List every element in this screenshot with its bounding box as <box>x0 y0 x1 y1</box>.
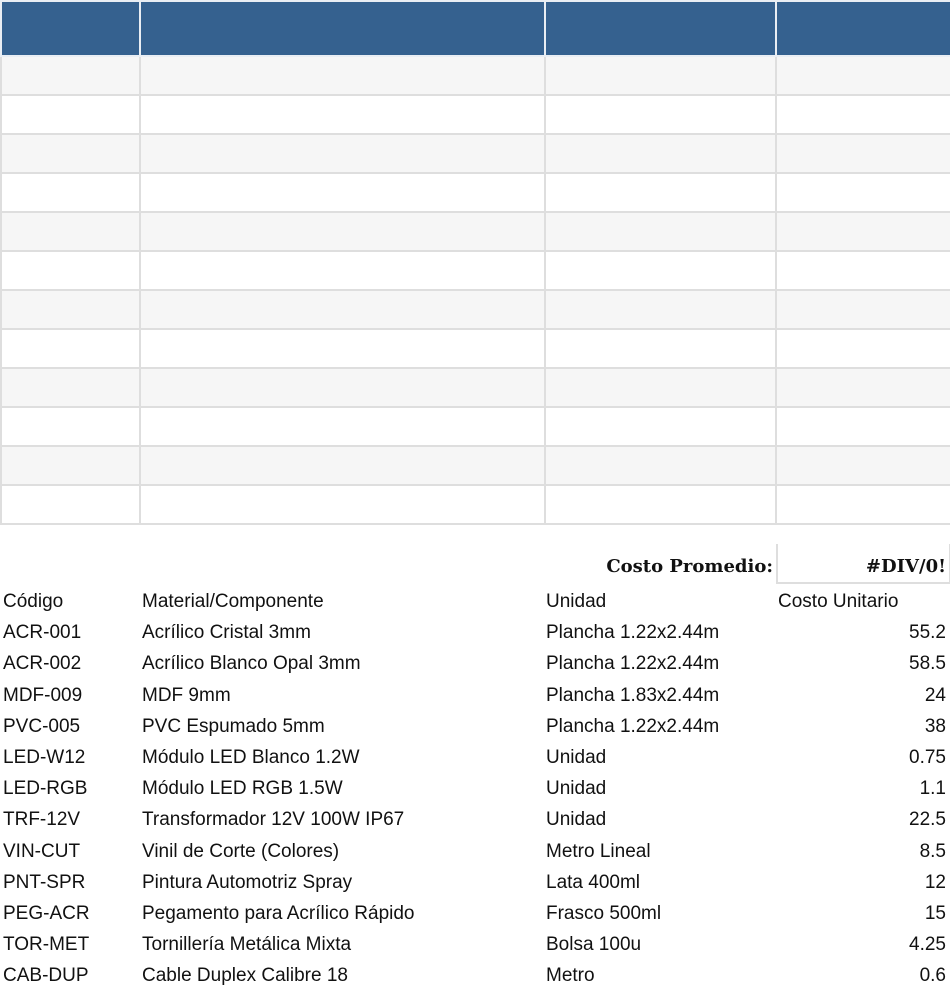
header-material[interactable]: Material/Componente <box>142 591 324 612</box>
table-row <box>1 446 950 485</box>
cell[interactable] <box>545 368 776 407</box>
cell[interactable] <box>1 56 140 95</box>
cell[interactable] <box>140 95 545 134</box>
material-name[interactable]: MDF 9mm <box>142 684 231 706</box>
cell[interactable] <box>776 95 950 134</box>
cell[interactable] <box>1 290 140 329</box>
material-name[interactable]: Módulo LED RGB 1.5W <box>142 778 343 800</box>
cell[interactable] <box>545 407 776 446</box>
cell[interactable] <box>776 134 950 173</box>
cell[interactable] <box>1 446 140 485</box>
material-code[interactable]: TOR-MET <box>3 934 90 956</box>
material-unit[interactable]: Plancha 1.83x2.44m <box>546 684 720 706</box>
material-name[interactable]: Tornillería Metálica Mixta <box>142 934 352 956</box>
cell[interactable] <box>1 329 140 368</box>
material-code[interactable]: PEG-ACR <box>3 902 90 924</box>
header-code[interactable]: Código <box>3 591 64 612</box>
material-code[interactable]: CAB-DUP <box>3 965 89 987</box>
cell[interactable] <box>1 212 140 251</box>
material-row <box>0 773 950 804</box>
material-name[interactable]: Pintura Automotriz Spray <box>142 871 353 893</box>
header-cell[interactable] <box>776 1 950 56</box>
table-row <box>1 95 950 134</box>
materials-header-row <box>0 586 950 617</box>
material-code[interactable]: LED-RGB <box>3 778 88 800</box>
material-row <box>0 929 950 960</box>
table-row <box>1 368 950 407</box>
table-row <box>1 173 950 212</box>
header-unit[interactable]: Unidad <box>546 591 607 612</box>
material-cost[interactable]: 0.6 <box>919 965 946 987</box>
material-cost[interactable]: 1.1 <box>919 778 946 800</box>
material-code[interactable]: VIN-CUT <box>3 840 81 862</box>
material-row <box>0 867 950 898</box>
cell[interactable] <box>776 56 950 95</box>
material-name[interactable]: Vinil de Corte (Colores) <box>142 840 340 862</box>
table-row <box>1 329 950 368</box>
cell[interactable] <box>140 56 545 95</box>
material-row <box>0 960 950 991</box>
cell[interactable] <box>776 212 950 251</box>
cell[interactable] <box>545 446 776 485</box>
cell[interactable] <box>776 251 950 290</box>
material-code[interactable]: PVC-005 <box>3 715 81 737</box>
material-unit[interactable]: Bolsa 100u <box>546 934 642 956</box>
material-unit[interactable]: Metro Lineal <box>546 840 651 862</box>
cell[interactable] <box>140 251 545 290</box>
material-unit[interactable]: Unidad <box>546 809 607 831</box>
material-name[interactable]: Transformador 12V 100W IP67 <box>142 809 405 831</box>
cell[interactable] <box>776 407 950 446</box>
material-row <box>0 742 950 773</box>
cell[interactable] <box>545 212 776 251</box>
cell[interactable] <box>140 329 545 368</box>
header-cost[interactable]: Costo Unitario <box>778 591 899 612</box>
cell[interactable] <box>140 173 545 212</box>
cell[interactable] <box>545 251 776 290</box>
materials-list <box>0 586 950 991</box>
material-name[interactable]: Pegamento para Acrílico Rápido <box>142 902 415 924</box>
cell[interactable] <box>1 485 140 524</box>
cell[interactable] <box>140 212 545 251</box>
cell[interactable] <box>776 368 950 407</box>
cell[interactable] <box>545 95 776 134</box>
average-cost-row <box>0 545 950 585</box>
cell[interactable] <box>1 134 140 173</box>
cell[interactable] <box>776 290 950 329</box>
material-cost[interactable]: 0.75 <box>909 746 946 768</box>
table-row <box>1 134 950 173</box>
cell[interactable] <box>1 251 140 290</box>
header-cell[interactable] <box>545 1 776 56</box>
material-unit[interactable]: Metro <box>546 965 595 987</box>
cell[interactable] <box>776 485 950 524</box>
material-cost[interactable]: 55.2 <box>909 622 946 644</box>
material-unit[interactable]: Frasco 500ml <box>546 902 662 924</box>
table-row <box>1 485 950 524</box>
material-unit[interactable]: Unidad <box>546 746 607 768</box>
cell[interactable] <box>140 290 545 329</box>
material-code[interactable]: ACR-002 <box>3 653 82 675</box>
material-row <box>0 836 950 867</box>
cell[interactable] <box>1 368 140 407</box>
cell[interactable] <box>545 485 776 524</box>
table-header-row <box>1 1 950 56</box>
material-cost[interactable]: 15 <box>924 902 946 924</box>
material-unit[interactable]: Unidad <box>546 778 607 800</box>
cell[interactable] <box>545 134 776 173</box>
material-name[interactable]: Módulo LED Blanco 1.2W <box>142 746 360 768</box>
table-row <box>1 251 950 290</box>
material-unit[interactable]: Plancha 1.22x2.44m <box>546 715 720 737</box>
material-name[interactable]: PVC Espumado 5mm <box>142 715 325 737</box>
cell[interactable] <box>140 368 545 407</box>
cell[interactable] <box>140 134 545 173</box>
material-code[interactable]: LED-W12 <box>3 746 86 768</box>
material-row <box>0 804 950 835</box>
material-name[interactable]: Cable Duplex Calibre 18 <box>142 965 348 987</box>
material-unit[interactable]: Plancha 1.22x2.44m <box>546 622 720 644</box>
material-cost[interactable]: 12 <box>924 871 946 893</box>
average-cost-value: #DIV/0! <box>865 556 946 577</box>
cell[interactable] <box>140 407 545 446</box>
material-row <box>0 898 950 929</box>
material-cost[interactable]: 22.5 <box>909 809 946 831</box>
cell[interactable] <box>545 173 776 212</box>
material-cost[interactable]: 24 <box>924 684 946 706</box>
cell[interactable] <box>545 56 776 95</box>
cell[interactable] <box>1 95 140 134</box>
cell[interactable] <box>545 329 776 368</box>
header-cell[interactable] <box>140 1 545 56</box>
header-cell[interactable] <box>1 1 140 56</box>
material-cost[interactable]: 4.25 <box>909 934 946 956</box>
table-row <box>1 407 950 446</box>
table-row <box>1 212 950 251</box>
material-name[interactable]: Acrílico Blanco Opal 3mm <box>142 653 361 675</box>
material-cost[interactable]: 38 <box>924 715 946 737</box>
material-row <box>0 648 950 679</box>
table-row <box>1 290 950 329</box>
material-cost[interactable]: 8.5 <box>919 840 946 862</box>
cell[interactable] <box>545 290 776 329</box>
material-row <box>0 680 950 711</box>
cell[interactable] <box>140 485 545 524</box>
cell[interactable] <box>776 329 950 368</box>
cell[interactable] <box>140 446 545 485</box>
material-code[interactable]: TRF-12V <box>3 809 81 831</box>
average-cost-label: Costo Promedio: <box>606 556 773 577</box>
material-unit[interactable]: Lata 400ml <box>546 871 641 893</box>
table-row <box>1 56 950 95</box>
cell[interactable] <box>776 446 950 485</box>
material-code[interactable]: MDF-009 <box>3 684 83 706</box>
material-row <box>0 617 950 648</box>
material-code[interactable]: ACR-001 <box>3 622 82 644</box>
material-code[interactable]: PNT-SPR <box>3 871 86 893</box>
cell[interactable] <box>776 173 950 212</box>
material-unit[interactable]: Plancha 1.22x2.44m <box>546 653 720 675</box>
material-row <box>0 711 950 742</box>
average-cost-cell[interactable] <box>776 544 950 584</box>
material-name[interactable]: Acrílico Cristal 3mm <box>142 622 311 644</box>
cell[interactable] <box>1 407 140 446</box>
material-cost[interactable]: 58.5 <box>909 653 946 675</box>
cell[interactable] <box>1 173 140 212</box>
